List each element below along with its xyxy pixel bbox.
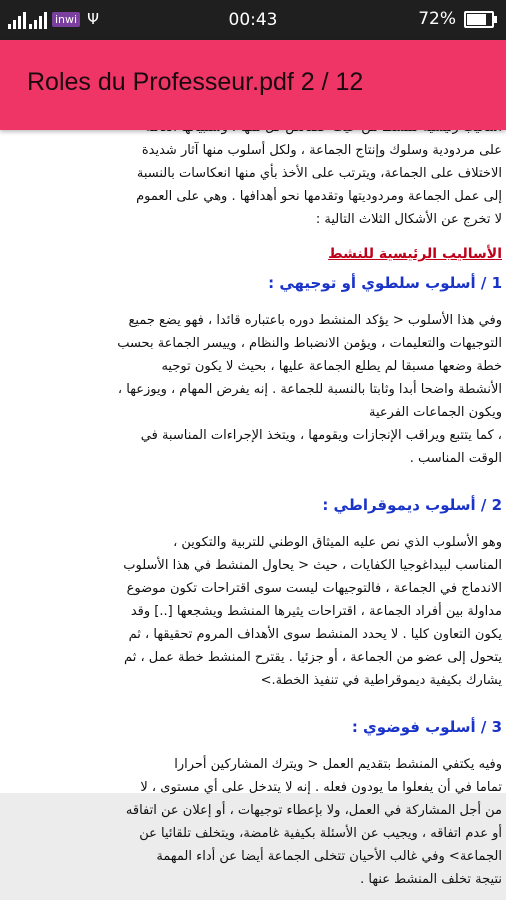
text-line: يتحول إلى عضو من الجماعة ، أو جزئيا . يقترح المنشط خطة عمل ، ثم [124,650,502,665]
style-heading-3: 3 / أسلوب فوضوي : [351,718,502,736]
text-line: تماما في أن يفعلوا ما يودون فعله . إنه لا يتدخل على أي مستوى ، لا [140,780,502,795]
text-line: الأنشطة واضحا أبدا وثابتا بالنسبة للجماعة . إنه يفرض المهام ، ويوزعها ، [117,382,502,397]
text-line: يكون التعاون كليا . لا يحدد المنشط سوى الأهداف المروم تحقيقها ، ثم [128,627,502,642]
style-heading-2: 2 / أسلوب ديموقراطي : [322,496,502,514]
usb-icon: Ψ [87,10,99,28]
text-line: مداولة بين أفراد الجماعة ، اقتراحات يثيرها المنشط ويشجعها [..] وقد [130,604,502,619]
style-paragraph-1 [2,309,502,470]
text-line: التوجيهات والتعليمات ، ويؤمن الانضباط والنظام ، وييسر الجماعة بحسب [117,336,502,351]
battery-icon [464,11,494,28]
text-line: وفي هذا الأسلوب < يؤكد المنشط دوره باعتباره قائدا ، فهو يضع جميع [128,313,502,328]
text-line: الاندماج في الجماعة ، فالتوجيهات ليست سوى اقتراحات تكون موضوع [126,581,502,596]
section-title: الأساليب الرئيسية للنشط [328,246,502,262]
text-line: من أجل المشاركة في العمل، ولا بإعطاء توجيهات ، أو إعلان عن اتفاقه [125,803,502,818]
clock: 00:43 [228,10,278,30]
text-line: الوقت المناسب . [409,451,502,466]
app-bar [0,40,506,130]
battery-percent: 72% [418,9,456,29]
status-bar [0,0,506,40]
style-heading-1: 1 / أسلوب سلطوي أو توجيهي : [268,274,502,292]
text-line: المناسب لبيداغوجيا الكفايات ، حيث < يحاول المنشط في هذا الأسلوب [123,558,502,573]
text-line: وهو الأسلوب الذي نص عليه الميثاق الوطني للتربية والتكوين ، [173,535,502,550]
text-line: نتيجة تخلف المنشط عنها . [360,872,502,887]
text-line: على مردودية وسلوك وإنتاج الجماعة ، ولكل أسلوب منها آثار شديدة [141,143,502,158]
pdf-page[interactable] [0,130,506,887]
status-icons-right [418,9,494,29]
text-line: إلى عمل الجماعة ومردوديتها وتقدمها نحو أهدافها . وهي على العموم [136,189,502,204]
text-line: يشارك بكيفية ديموقراطية في تنفيذ الخطة.> [260,673,502,688]
text-line: وفيه يكتفي المنشط بتقديم العمل < ويترك المشاركين أحرارا [174,757,502,772]
text-line: الجماعة> وفي غالب الأحيان تتخلى الجماعة أيضا عن أداء المهمة [156,849,502,864]
text-line: ، كما يتتبع ويراقب الإنجازات ويقومها ، ويتخذ الإجراءات المناسبة في [140,428,502,443]
style-paragraph-3 [2,753,502,891]
carrier-badge: inwi [52,12,80,27]
document-title: Roles du Professeur.pdf 2 / 12 [27,68,364,96]
style-paragraph-2 [2,531,502,692]
text-line: الاختلاف على الجماعة، ويترتب على الأخذ بأي منها انعكاسات بالنسبة [136,166,502,181]
text-line: أو عدم اتفاقه ، ويجيب عن الأسئلة بكيفية غامضة، ويتخلف تلقائيا عن [139,826,502,841]
text-line: ويكون الجماعات الفرعية [369,405,502,420]
pdf-page-content [0,116,506,891]
battery-level [467,14,486,25]
text-line: خطة وضعها مسبقا لم يطلع الجماعة عليها ، بحيث لا يكون توجيه [161,359,502,374]
text-line: لا تخرج عن الأشكال الثلاث التالية : [315,212,502,227]
intro-paragraph [2,116,502,231]
